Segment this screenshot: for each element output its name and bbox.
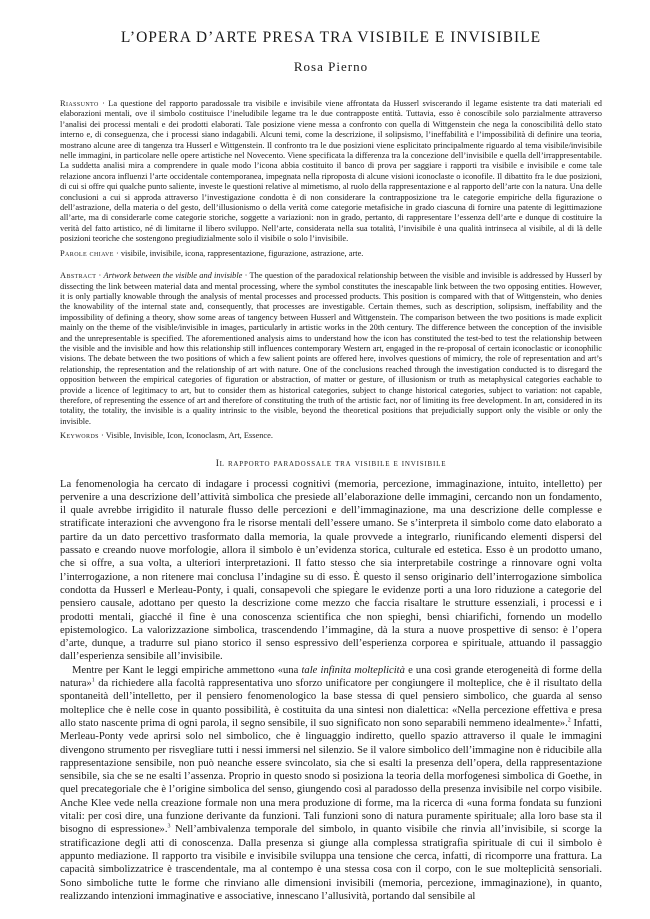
- keywords-italian: [60, 249, 602, 259]
- article-title: L’OPERA D’ARTE PRESA TRA VISIBILE E INVISIBILE: [120, 29, 542, 46]
- keywords-italian-label: Parole chiave: [60, 248, 114, 258]
- body-paragraph-2-part-a: Mentre per Kant le leggi empiriche ammettono «una: [72, 664, 302, 676]
- body-paragraph-2-part-b: e una così grande eterogeneità di forme della natura»: [60, 664, 602, 690]
- body-paragraph-2-italic: tale infinita molteplicità: [301, 664, 405, 676]
- body-paragraph-2-part-e: Nell’ambivalenza temporale del simbolo, in quanto visibile che rinvia all’invisibile, si scorge la stratificazione degli atti di conoscenza. Dalla presenza si giunge alla complessa stratigrafia spirituale di cui il simbolo è appunto mediazione. Il rapporto tra visibile e invisibile sviluppa una tensione che cerca, infatti, di ricomporre una frattura. La capacità simbolizzatrice è trascendentale, ma al contempo è una stessa cosa con il corpo, con le sue molteplicità sensoriali. Sono simboliche tutte le forme che rinviano alle dimensioni invisibili (memoria, percezione, immaginazione), in quanto, realizzando intenzioni immaginative e associative, innescano l’allusività, portando dal sensibile al: [60, 824, 602, 902]
- keywords-english-separator: ·: [98, 431, 106, 441]
- abstract-italian: [60, 99, 602, 245]
- section-heading: Il rapporto paradossale tra visibile e invisibile: [215, 457, 447, 469]
- article-author: Rosa Pierno: [293, 59, 369, 74]
- abstract-english: [60, 271, 602, 427]
- abstract-english-subtitle: Artwork between the visible and invisible: [103, 271, 243, 281]
- abstract-english-separator: ·: [96, 271, 104, 281]
- keywords-italian-separator: ·: [113, 248, 121, 258]
- body-paragraph-2-part-c: da richiedere alla facoltà rappresentativa uno sforzo unificatore per congiungere il molteplice, che è il risultato della spontaneità dell’intelletto, per il pensiero fenomenologico la base stessa di quel pensiero simbolico, che guarda al senso molteplice che è nelle cose in quanto possibilità, è costituita da una sintesi non dialettica: «Nella percezione effettiva e presa allo stato nascente prima di ogni parola, il segno sensibile, il suo significato non sono separabili nemmeno idealmente».: [60, 678, 602, 729]
- abstract-english-label: Abstract: [60, 271, 97, 281]
- footnote-marker-2[interactable]: 2: [567, 717, 571, 724]
- keywords-italian-text: visibile, invisibile, icona, rappresentazione, figurazione, astrazione, arte.: [120, 248, 364, 258]
- abstract-italian-label: Riassunto: [60, 99, 99, 108]
- body-paragraph-1: La fenomenologia ha cercato di indagare i processi cognitivi (memoria, percezione, immaginazione, intuito, intelletto) per pervenire a una descrizione dell’attività simbolica che presiede all’elaborazione delle immagini, cercando non un fondamento, il quale avrebbe irrigidito il naturale flusso delle percezioni e dell’immaginazione, ma una descrizione delle complesse e stratificate interazioni che avvengono fra le risorse mentali dell’essere umano. Se s’interpreta il simbolo come dato elaborato a partire da un dato percettivo trasformato dalla memoria, la quale provvede a integrarlo, riunificando elementi dispersi del passato e creando nuove morfologie, allora il simbolo è un’evidenza storica, culturale ed estetica. Esso è un prodotto umano, che si offre, a sua volta, a ulteriori interpretazioni. Il fatto stesso che sia interpretabile costringe a rinnovare ogni volta l’interrogazione, a non ritenere mai conclusa l’indagine su di esso. È questo il senso originario dell’interrogazione simbolica condotta da Husserl e Merleau-Ponty, i quali, consapevoli che spiegare le evidenze porti a una loro riduzione a categorie del pensiero causale, adottano per questo la descrizione come mezzo che faccia risaltare le strutture essenziali, i processi e i prodotti mentali, giacché il fine è una conoscenza scientifica che non spieghi, bensì chiarifichi, fornendo un modello epistemologico. La valorizzazione simbolica, trascendendo l’immagine, dà la stura a nuove prospettive di senso: è l’opera d’arte, dunque, a tradurre sul piano storico il senso espressivo dell’esperienza corporea e spirituale, attuando il passaggio dall’esperienza sensibile all’invisibile.: [60, 478, 602, 663]
- keywords-english-label: Keywords: [60, 431, 99, 441]
- body-paragraph-2-part-d: Infatti, Merleau-Ponty vede aprirsi solo nel simbolico, che è linguaggio indiretto, quello spazio attraverso il quale le immagini divengono strumento per risvegliare tutti i nessi immersi nel silenzio. Se il valore simbolico dell’immagine non è riducibile alla rappresentazione sensibile, non può neanche essere svincolato, sia che si esalti la presenza dell’opera, della rappresentazione sensibile, sia che se ne esalti l’assenza. Proprio in questo snodo si posiziona la teoria della morfogenesi simbolica di Goethe, in quel precategoriale che è l’origine simbolica del senso, giungendo così al paradosso della presenza invisibile nel corpo visibile. Anche Klee vede nella creazione formale non una mera produzione di forme, ma la ricerca di «una forma fondata su funzioni vitali: per così dire, una funzione derivante da funzioni. Tali funzioni sono di natura puramente spirituale; alla loro base sta il bisogno di espressione».: [60, 717, 602, 836]
- keywords-english-text: Visible, Invisible, Icon, Iconoclasm, Art, Essence.: [105, 431, 273, 441]
- abstract-italian-text: La questione del rapporto paradossale tra visibile e invisibile viene affrontata da Husserl sviscerando il legame esistente tra dati materiali ed elaborazioni mentali, ove il simbolo costituisce l’ineludibile legame tra le due contrapposte entità. Tuttavia, esso è conoscibile solo parzialmente attraverso l’analisi dei processi mentali e dei prodotti elaborati. Tale posizione viene messa a confronto con quella di Wittgenstein che nega la conoscibilità dello stato interno e, di conseguenza, che i processi siano indagabili. Alcuni temi, come la descrizione, il solipsismo, l’ineffabilità e l’impossibilità di definire una teoria, mostrano alcune aree di tangenza tra Husserl e Wittgenstein. Il confronto tra le due posizioni viene esplicitato principalmente riguardo al tema visibile/invisibile nelle immagini, in particolare nelle opere artistiche nel Novecento. Viene specificata la differenza tra la concezione dell’invisibile e quella dell’irrappresentabile. La suddetta analisi mira a comprendere in quale modo l’icona abbia costituito il banco di prova per saggiare i rapporti tra visibile e invisibile e come tale relazione ancora influenzi l’arte occidentale contemporanea, impegnata nella riproposta di alcune visioni iconoclaste o iconofile. Il dibattito fra le due posizioni, di cui si offre qui qualche punto saliente, investe le questioni relative al mimetismo, al ruolo della rappresentazione e al rapporto dell’arte con la natura. Una delle conclusioni a cui si approda attraverso l’investigazione condotta è di non considerare la contrapposizione tra le categorie empiriche della figurazione o dell’astrazione, della materia o del gesto, dell’illusionismo o della verità come categorie metafisiche in grado ciascuna di fornire una patente di legittimazione all’arte, ma di considerarle come categorie storiche, soggette a variazioni: non in grado, pertanto, di rappresentare l’essenza dell’arte e dunque di costituire la verità del fatto artistico, né di limitarne il libero sviluppo. Nell’arte, considerata nella sua totalità, l’invisibile è una qualità intrinseca al visibile, al di là delle posizioni teoriche che sostengono pregiudizialmente solo il visibile o solo l’invisibile.: [60, 99, 602, 244]
- abstract-italian-separator: ·: [98, 99, 109, 108]
- body-paragraph-2: [60, 664, 602, 903]
- abstract-english-text: The question of the paradoxical relationship between the visible and invisible is addressed by Husserl by dissecting the link between material data and mental processing, where the symbol constitutes the inescapable link between the two opposing entities. However, it is only partially knowable through the analysis of mental processes and processed products. This position is compared with that of Wittgenstein, who denies the knowability of the internal state and, consequently, that processes are investigable. Certain themes, such as description, solipsism, ineffability and the impossibility of defining a theory, show some areas of tangency between Husserl and Wittgenstein. The comparison between the two positions is made explicit mainly on the theme of the visible/invisible in images, particularly in artistic works in the 20th century. The difference between the conception of the invisible and the unrepresentable is specified. The aforementioned analysis aims to understand how the icon has constituted the test-bed to test the relationship between the visible and the invisible and how this relationship still influences contemporary Western art, engaged in the re-proposal of certain iconoclastic or iconophilic visions. The debate between the two positions of which a few salient points are offered here, involves questions of mimicry, the role of representation and art’s relationship, the representation and the relationship of art with nature. One of the conclusions reached through the investigation conducted is to disregard the opposition between the empirical categories of figuration or abstraction, of matter or gesture, of illusionism or truth as metaphysical categories eachable to provide a licence of legitimacy to art, but to consider them as historical categories, subject to change historical categories, subject to variation: not capable, therefore, of representing the essence of art and therefore of constituting the truth of the artistic fact, nor of limiting its free development. In art, considered in its totality, the totality, the invisible is a quality intrinsic to the visible, beyond the theoretical positions that prejudicially support only the visible or only the invisible.: [60, 271, 603, 426]
- abstract-english-dash: ·: [242, 271, 250, 281]
- keywords-english: [60, 431, 602, 441]
- footnote-marker-3[interactable]: 3: [167, 823, 171, 830]
- footnote-marker-1[interactable]: 1: [91, 677, 95, 684]
